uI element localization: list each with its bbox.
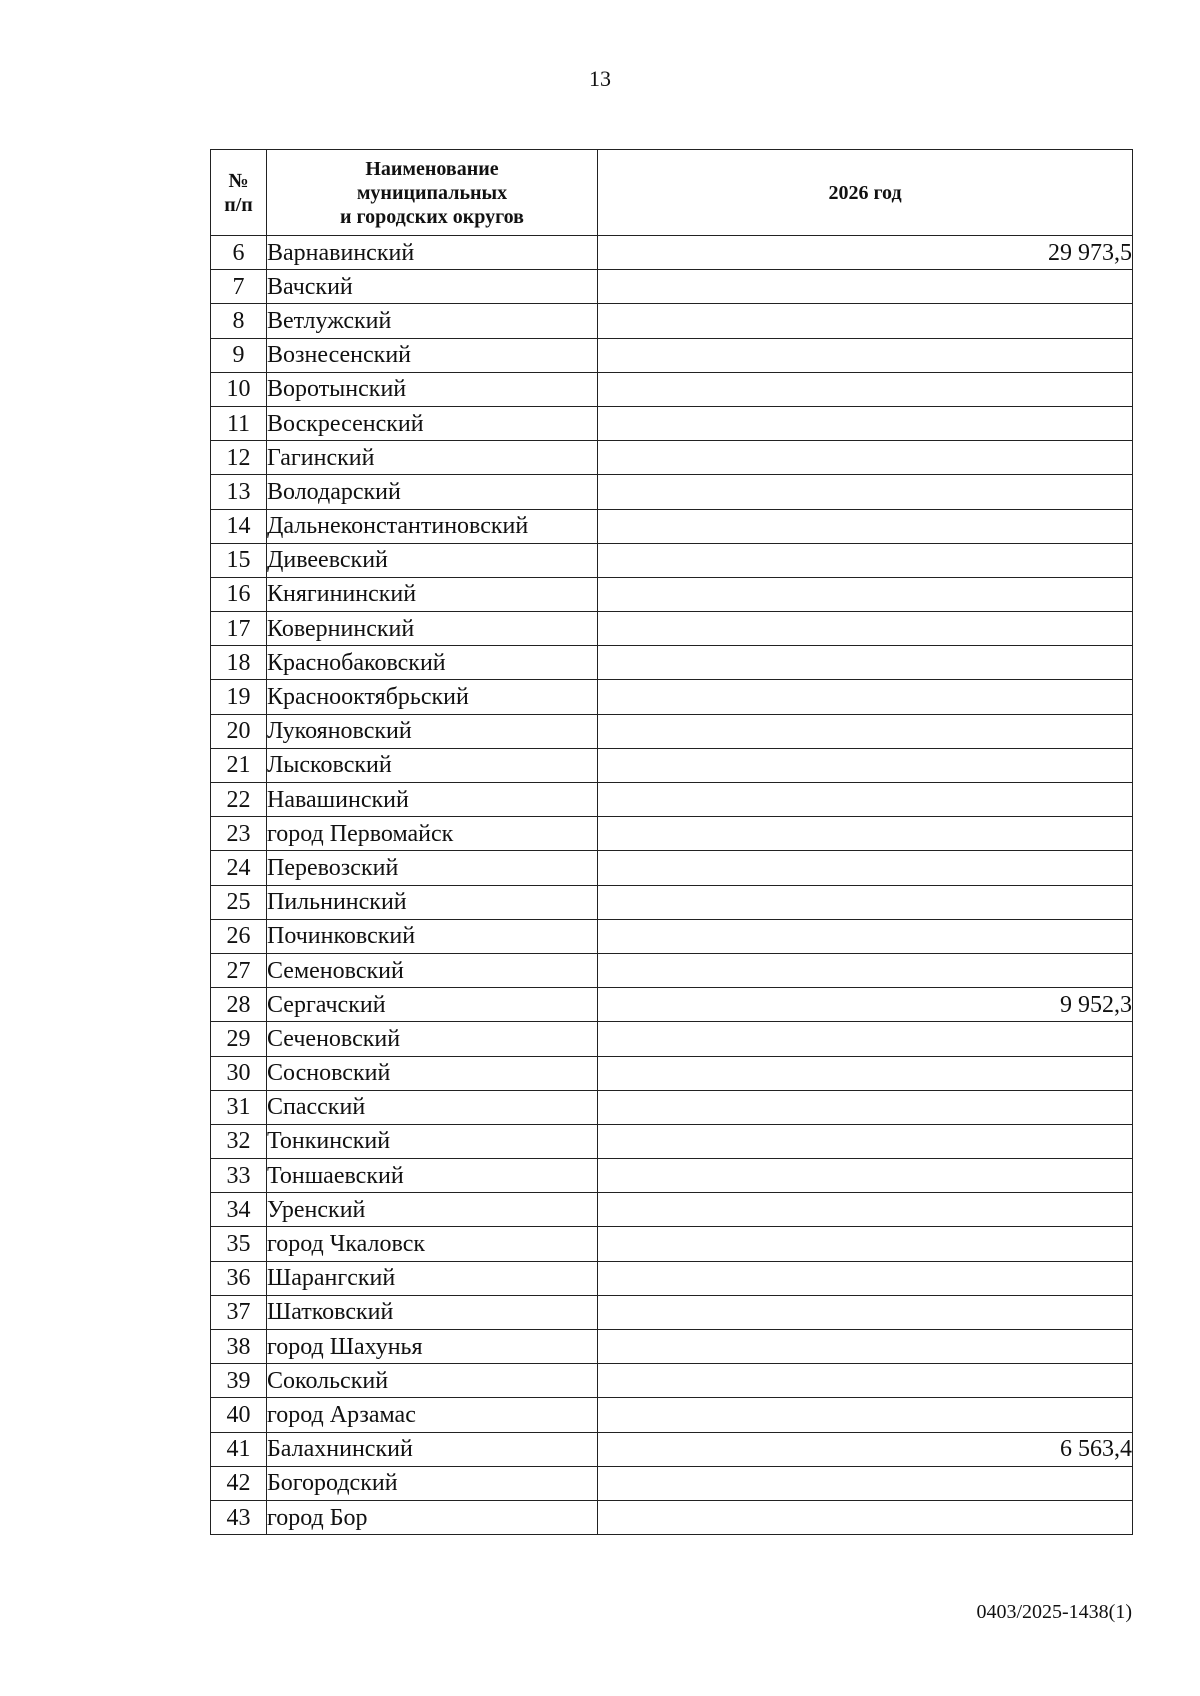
value-cell <box>598 1261 1133 1295</box>
table-row <box>211 714 1133 748</box>
row-number: 37 <box>211 1295 267 1329</box>
header-year: 2026 год <box>598 150 1133 236</box>
value-cell <box>598 270 1133 304</box>
value-cell <box>598 1159 1133 1193</box>
row-number: 36 <box>211 1261 267 1295</box>
district-name: Дальнеконстантиновский <box>267 509 598 543</box>
table-row <box>211 1124 1133 1158</box>
table-row <box>211 612 1133 646</box>
table-row <box>211 304 1133 338</box>
district-name: Спасский <box>267 1090 598 1124</box>
row-number: 14 <box>211 509 267 543</box>
district-name: Сергачский <box>267 988 598 1022</box>
district-name: Перевозский <box>267 851 598 885</box>
value-cell <box>598 646 1133 680</box>
row-number: 38 <box>211 1330 267 1364</box>
district-name: Княгининский <box>267 577 598 611</box>
value-cell <box>598 1295 1133 1329</box>
district-name: Балахнинский <box>267 1432 598 1466</box>
row-number: 12 <box>211 441 267 475</box>
table-row <box>211 988 1133 1022</box>
value-cell <box>598 543 1133 577</box>
row-number: 10 <box>211 372 267 406</box>
row-number: 17 <box>211 612 267 646</box>
value-cell <box>598 919 1133 953</box>
row-number: 40 <box>211 1398 267 1432</box>
district-name: Воскресенский <box>267 406 598 440</box>
table-row <box>211 543 1133 577</box>
district-name: Лукояновский <box>267 714 598 748</box>
district-name: город Чкаловск <box>267 1227 598 1261</box>
value-cell <box>598 1056 1133 1090</box>
row-number: 9 <box>211 338 267 372</box>
districts-table <box>210 149 1133 1535</box>
table-row <box>211 783 1133 817</box>
row-number: 6 <box>211 236 267 270</box>
table-row <box>211 1022 1133 1056</box>
value-cell <box>598 1022 1133 1056</box>
table-row <box>211 1432 1133 1466</box>
district-name: Вачский <box>267 270 598 304</box>
table-row <box>211 441 1133 475</box>
table-row <box>211 1261 1133 1295</box>
value-cell <box>598 1090 1133 1124</box>
district-name: Шатковский <box>267 1295 598 1329</box>
table-row <box>211 851 1133 885</box>
value-cell <box>598 1364 1133 1398</box>
row-number: 26 <box>211 919 267 953</box>
district-name: Тонкинский <box>267 1124 598 1158</box>
district-name: Пильнинский <box>267 885 598 919</box>
district-name: город Арзамас <box>267 1398 598 1432</box>
value-cell <box>598 1227 1133 1261</box>
row-number: 32 <box>211 1124 267 1158</box>
table-row <box>211 1159 1133 1193</box>
table-row <box>211 1398 1133 1432</box>
district-name: город Первомайск <box>267 817 598 851</box>
value-cell <box>598 475 1133 509</box>
value-cell <box>598 1500 1133 1534</box>
value-cell <box>598 304 1133 338</box>
district-name: Вознесенский <box>267 338 598 372</box>
value-cell <box>598 441 1133 475</box>
table-row <box>211 1500 1133 1534</box>
value-cell <box>598 680 1133 714</box>
value-cell <box>598 714 1133 748</box>
value-cell: 6 563,4 <box>598 1432 1133 1466</box>
table-header-row <box>211 150 1133 236</box>
table-row <box>211 577 1133 611</box>
district-name: Варнавинский <box>267 236 598 270</box>
district-name: Сокольский <box>267 1364 598 1398</box>
table-row <box>211 1227 1133 1261</box>
table-row <box>211 372 1133 406</box>
value-cell <box>598 748 1133 782</box>
value-cell <box>598 1466 1133 1500</box>
district-name: Дивеевский <box>267 543 598 577</box>
table-row <box>211 680 1133 714</box>
row-number: 24 <box>211 851 267 885</box>
table-row <box>211 953 1133 987</box>
district-name: Ковернинский <box>267 612 598 646</box>
table-row <box>211 509 1133 543</box>
table-row <box>211 1193 1133 1227</box>
district-name: Гагинский <box>267 441 598 475</box>
table-row <box>211 1295 1133 1329</box>
page-number: 13 <box>589 66 611 91</box>
row-number: 16 <box>211 577 267 611</box>
value-cell <box>598 1193 1133 1227</box>
row-number: 8 <box>211 304 267 338</box>
row-number: 21 <box>211 748 267 782</box>
district-name: Краснооктябрьский <box>267 680 598 714</box>
value-cell <box>598 885 1133 919</box>
row-number: 41 <box>211 1432 267 1466</box>
table-row <box>211 646 1133 680</box>
row-number: 29 <box>211 1022 267 1056</box>
district-name: Краснобаковский <box>267 646 598 680</box>
district-name: Сеченовский <box>267 1022 598 1056</box>
table-body <box>211 236 1133 1535</box>
table-row <box>211 1364 1133 1398</box>
row-number: 42 <box>211 1466 267 1500</box>
district-name: Богородский <box>267 1466 598 1500</box>
table-row <box>211 1056 1133 1090</box>
row-number: 13 <box>211 475 267 509</box>
district-name: Сосновский <box>267 1056 598 1090</box>
value-cell <box>598 406 1133 440</box>
table-row <box>211 270 1133 304</box>
row-number: 35 <box>211 1227 267 1261</box>
district-name: Лысковский <box>267 748 598 782</box>
value-cell <box>598 577 1133 611</box>
value-cell <box>598 612 1133 646</box>
district-name: город Шахунья <box>267 1330 598 1364</box>
district-name: город Бор <box>267 1500 598 1534</box>
table-row <box>211 1090 1133 1124</box>
table-row <box>211 817 1133 851</box>
value-cell <box>598 338 1133 372</box>
row-number: 31 <box>211 1090 267 1124</box>
value-cell <box>598 372 1133 406</box>
table-row <box>211 1466 1133 1500</box>
row-number: 19 <box>211 680 267 714</box>
district-name: Шарангский <box>267 1261 598 1295</box>
row-number: 7 <box>211 270 267 304</box>
value-cell: 9 952,3 <box>598 988 1133 1022</box>
value-cell: 29 973,5 <box>598 236 1133 270</box>
row-number: 34 <box>211 1193 267 1227</box>
district-name: Ветлужский <box>267 304 598 338</box>
value-cell <box>598 817 1133 851</box>
row-number: 43 <box>211 1500 267 1534</box>
row-number: 25 <box>211 885 267 919</box>
row-number: 20 <box>211 714 267 748</box>
district-name: Тоншаевский <box>267 1159 598 1193</box>
value-cell <box>598 1330 1133 1364</box>
value-cell <box>598 1124 1133 1158</box>
row-number: 27 <box>211 953 267 987</box>
table-row <box>211 748 1133 782</box>
district-name: Уренский <box>267 1193 598 1227</box>
header-number: № п/п <box>211 150 267 236</box>
table-row <box>211 475 1133 509</box>
row-number: 39 <box>211 1364 267 1398</box>
value-cell <box>598 851 1133 885</box>
table-row <box>211 885 1133 919</box>
district-name: Володарский <box>267 475 598 509</box>
table-row <box>211 406 1133 440</box>
district-name: Воротынский <box>267 372 598 406</box>
table-row <box>211 1330 1133 1364</box>
value-cell <box>598 783 1133 817</box>
row-number: 18 <box>211 646 267 680</box>
row-number: 28 <box>211 988 267 1022</box>
district-name: Починковский <box>267 919 598 953</box>
row-number: 33 <box>211 1159 267 1193</box>
value-cell <box>598 953 1133 987</box>
row-number: 11 <box>211 406 267 440</box>
value-cell <box>598 1398 1133 1432</box>
row-number: 22 <box>211 783 267 817</box>
row-number: 23 <box>211 817 267 851</box>
district-name: Семеновский <box>267 953 598 987</box>
row-number: 15 <box>211 543 267 577</box>
district-name: Навашинский <box>267 783 598 817</box>
header-district-name: Наименование муниципальных и городских округов <box>267 150 598 236</box>
table-row <box>211 236 1133 270</box>
table-row <box>211 338 1133 372</box>
row-number: 30 <box>211 1056 267 1090</box>
value-cell <box>598 509 1133 543</box>
table-row <box>211 919 1133 953</box>
document-code: 0403/2025-1438(1) <box>976 1601 1132 1623</box>
